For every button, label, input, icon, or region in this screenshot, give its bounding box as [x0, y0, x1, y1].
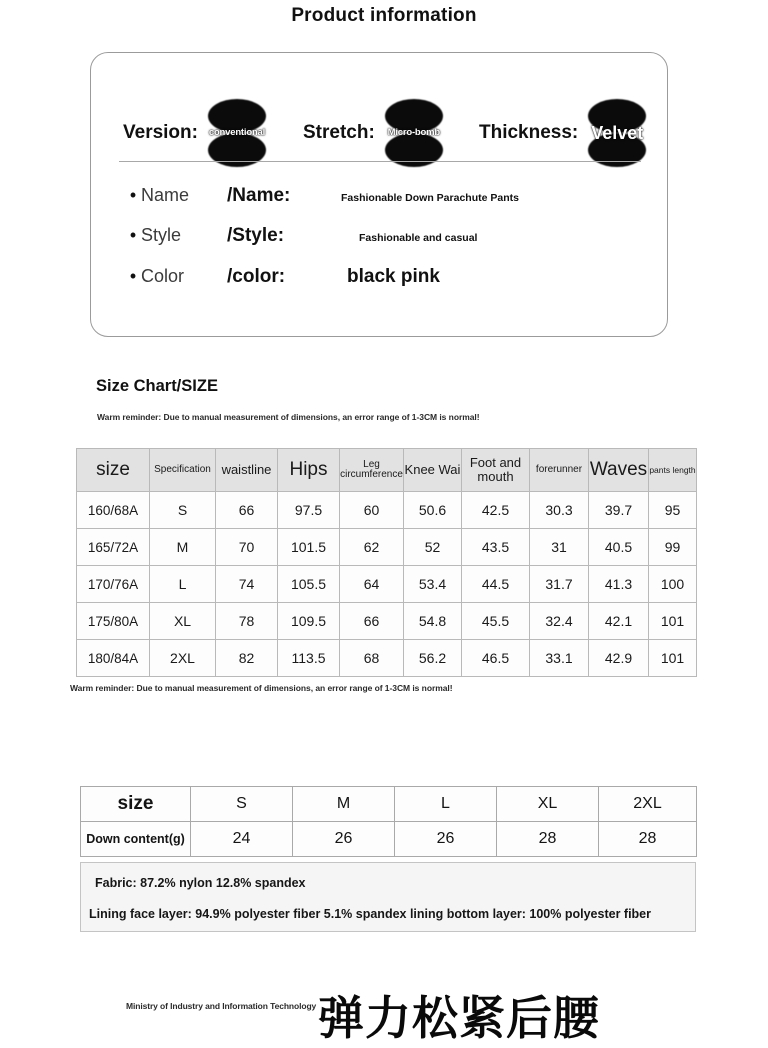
spec-color-key: /color:	[227, 266, 286, 287]
cell-waves: 42.9	[589, 640, 649, 677]
down-value-xl: 28	[497, 822, 599, 857]
table-row	[77, 566, 697, 603]
size-chart-body	[77, 492, 697, 677]
down-header-xl: XL	[497, 787, 599, 822]
cell-waistline: 74	[216, 566, 278, 603]
bullet-icon: •	[129, 266, 137, 286]
attribute-version	[123, 97, 272, 169]
cell-foot-and-mouth: 45.5	[462, 603, 530, 640]
spec-row-style	[125, 225, 665, 265]
cell-leg-circumference: 66	[340, 603, 404, 640]
down-content-table	[80, 786, 697, 857]
down-content-label: Down content(g)	[81, 822, 191, 857]
down-header-l: L	[395, 787, 497, 822]
cell-pants-length: 101	[649, 603, 697, 640]
cell-forerunner: 31.7	[530, 566, 589, 603]
cell-forerunner: 30.3	[530, 492, 589, 529]
cell-waistline: 78	[216, 603, 278, 640]
cell-leg-circumference: 64	[340, 566, 404, 603]
table-row	[77, 640, 697, 677]
bullet-icon: •	[129, 185, 137, 205]
cell-leg-circumference: 68	[340, 640, 404, 677]
size-chart-table	[76, 448, 697, 677]
product-info-card	[90, 52, 668, 337]
header-pants-length: pants length	[649, 449, 697, 492]
cell-specification: S	[150, 492, 216, 529]
down-header-m: M	[293, 787, 395, 822]
spec-style-value: Fashionable and casual	[359, 232, 478, 244]
header-hips: Hips	[278, 449, 340, 492]
table-row	[77, 603, 697, 640]
cell-size: 170/76A	[77, 566, 150, 603]
attribute-version-label: Version:	[123, 122, 198, 143]
fabric-composition-box	[80, 862, 696, 932]
cell-hips: 109.5	[278, 603, 340, 640]
spec-color-en: Color	[141, 266, 185, 286]
ministry-label: Ministry of Industry and Information Technology	[126, 1001, 317, 1011]
attribute-row	[91, 97, 669, 169]
cell-knee-wai: 53.4	[404, 566, 462, 603]
card-divider	[119, 161, 641, 162]
header-knee-wai: Knee Wai	[404, 449, 462, 492]
spec-row-color	[125, 265, 665, 305]
cell-foot-and-mouth: 46.5	[462, 640, 530, 677]
cell-hips: 113.5	[278, 640, 340, 677]
cell-forerunner: 32.4	[530, 603, 589, 640]
header-specification: Specification	[150, 449, 216, 492]
spec-row-name	[125, 185, 665, 225]
cell-hips: 101.5	[278, 529, 340, 566]
cell-knee-wai: 56.2	[404, 640, 462, 677]
cell-size: 165/72A	[77, 529, 150, 566]
cell-pants-length: 99	[649, 529, 697, 566]
spec-name-value: Fashionable Down Parachute Pants	[341, 192, 519, 204]
attribute-version-value: conventional	[208, 127, 266, 139]
cell-forerunner: 31	[530, 529, 589, 566]
blob-shape-thickness	[582, 97, 652, 169]
cell-waves: 40.5	[589, 529, 649, 566]
warm-reminder-bottom: Warm reminder: Due to manual measurement of dimensions, an error range of 1-3CM is normal!	[70, 683, 453, 693]
header-forerunner: forerunner	[530, 449, 589, 492]
attribute-stretch-label: Stretch:	[303, 122, 375, 143]
blob-shape-stretch	[379, 97, 449, 169]
cell-specification: L	[150, 566, 216, 603]
attribute-stretch-value: Micro-bomb	[387, 127, 440, 139]
header-foot-and-mouth: Foot and mouth	[462, 449, 530, 492]
attribute-thickness-label: Thickness:	[479, 122, 579, 143]
down-header-s: S	[191, 787, 293, 822]
down-table-value-row	[81, 822, 697, 857]
table-row	[77, 492, 697, 529]
footer-headline-cn: 弹力松紧后腰	[318, 991, 600, 1045]
cell-foot-and-mouth: 44.5	[462, 566, 530, 603]
cell-specification: M	[150, 529, 216, 566]
attribute-stretch	[303, 97, 449, 169]
spec-style-en: Style	[141, 225, 182, 245]
down-value-2xl: 28	[599, 822, 697, 857]
page-title: Product information	[291, 5, 477, 26]
cell-waistline: 70	[216, 529, 278, 566]
cell-specification: 2XL	[150, 640, 216, 677]
spec-name-en: Name	[141, 185, 190, 205]
blob-shape-version	[202, 97, 272, 169]
cell-waistline: 82	[216, 640, 278, 677]
cell-hips: 105.5	[278, 566, 340, 603]
cell-pants-length: 101	[649, 640, 697, 677]
size-chart-heading: Size Chart/SIZE	[96, 377, 218, 395]
cell-leg-circumference: 60	[340, 492, 404, 529]
cell-waistline: 66	[216, 492, 278, 529]
spec-name-key: /Name:	[227, 185, 291, 206]
header-leg-circumference: Leg circumference	[340, 449, 404, 492]
down-value-l: 26	[395, 822, 497, 857]
header-waves: Waves	[589, 449, 649, 492]
fabric-composition-line: Fabric: 87.2% nylon 12.8% spandex	[95, 876, 306, 890]
down-value-s: 24	[191, 822, 293, 857]
cell-hips: 97.5	[278, 492, 340, 529]
down-header-2xl: 2XL	[599, 787, 697, 822]
cell-foot-and-mouth: 42.5	[462, 492, 530, 529]
cell-knee-wai: 50.6	[404, 492, 462, 529]
spec-color-value: black pink	[347, 266, 440, 287]
table-row	[77, 529, 697, 566]
spec-list	[125, 185, 665, 305]
down-table-header-row	[81, 787, 697, 822]
cell-pants-length: 95	[649, 492, 697, 529]
cell-specification: XL	[150, 603, 216, 640]
cell-size: 180/84A	[77, 640, 150, 677]
cell-knee-wai: 52	[404, 529, 462, 566]
attribute-thickness-value: Velvet	[591, 123, 644, 143]
cell-forerunner: 33.1	[530, 640, 589, 677]
cell-foot-and-mouth: 43.5	[462, 529, 530, 566]
cell-waves: 42.1	[589, 603, 649, 640]
table-header-row	[77, 449, 697, 492]
lining-composition-line: Lining face layer: 94.9% polyester fiber 5.1% spandex lining bottom layer: 100% polyester fiber	[89, 907, 651, 921]
down-header-size: size	[81, 787, 191, 822]
cell-waves: 39.7	[589, 492, 649, 529]
header-waistline: waistline	[216, 449, 278, 492]
cell-leg-circumference: 62	[340, 529, 404, 566]
warm-reminder-top: Warm reminder: Due to manual measurement of dimensions, an error range of 1-3CM is normal!	[97, 412, 480, 422]
spec-style-key: /Style:	[227, 225, 285, 246]
attribute-thickness	[479, 97, 652, 169]
header-size: size	[77, 449, 150, 492]
cell-size: 160/68A	[77, 492, 150, 529]
bullet-icon: •	[129, 225, 137, 245]
cell-size: 175/80A	[77, 603, 150, 640]
cell-waves: 41.3	[589, 566, 649, 603]
cell-pants-length: 100	[649, 566, 697, 603]
down-value-m: 26	[293, 822, 395, 857]
cell-knee-wai: 54.8	[404, 603, 462, 640]
